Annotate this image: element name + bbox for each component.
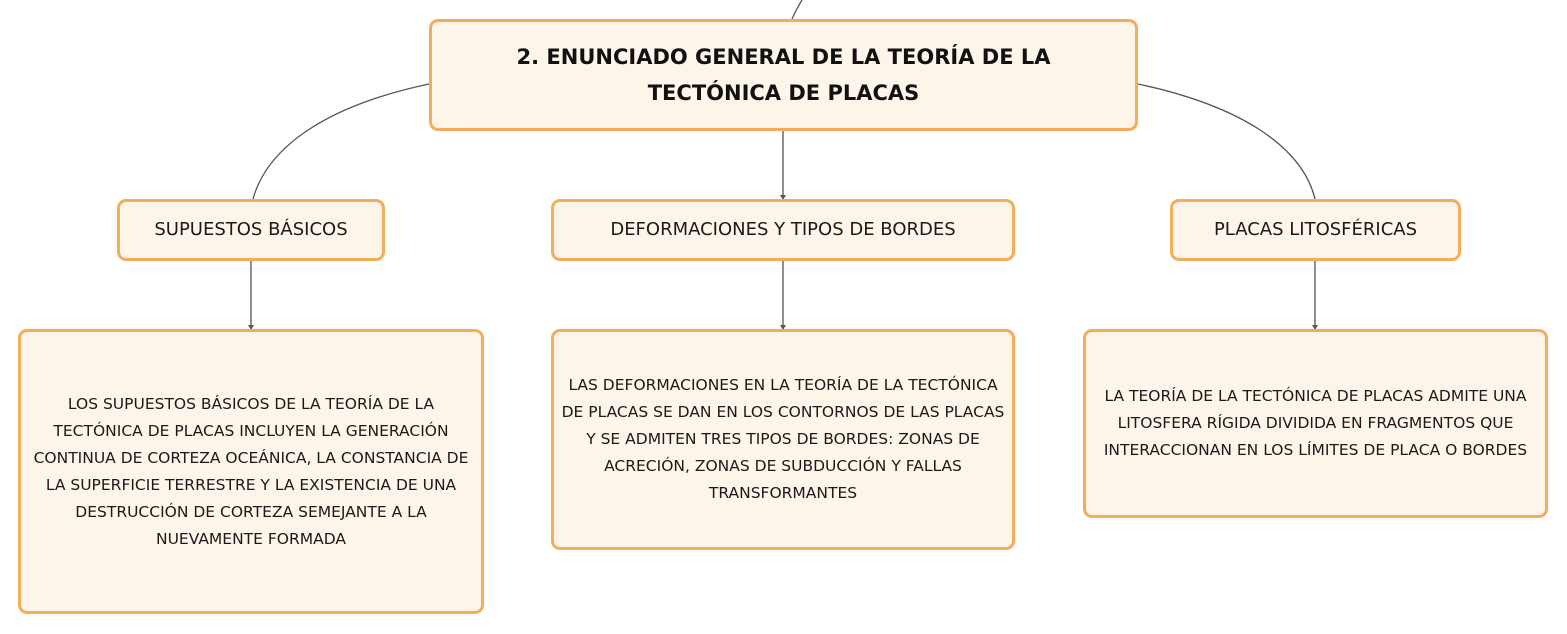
branch-label: SUPUESTOS BÁSICOS <box>154 219 348 240</box>
detail-node-supuestos-basicos[interactable] <box>18 329 484 614</box>
branch-node-placas-litosfericas[interactable] <box>1170 199 1461 261</box>
branch-label: PLACAS LITOSFÉRICAS <box>1213 219 1418 240</box>
connector-main-to-supuestos <box>253 84 429 199</box>
branch-label: DEFORMACIONES Y TIPOS DE BORDES <box>610 219 956 240</box>
main-topic-title: 2. ENUNCIADO GENERAL DE LA TEORÍA DE LA TECTÓNICA DE PLACAS <box>516 45 1051 105</box>
main-topic-node[interactable] <box>429 19 1138 131</box>
branch-node-supuestos-basicos[interactable] <box>117 199 385 261</box>
parent-connector <box>792 0 802 19</box>
connector-main-to-placas <box>1138 84 1315 199</box>
detail-text: LOS SUPUESTOS BÁSICOS DE LA TEORÍA DE LA TECTÓNICA DE PLACAS INCLUYEN LA GENERACIÓN CONTINUA DE CORTEZA OCEÁNICA, LA CONSTANCIA DE LA SUPERFICIE TERRESTRE Y LA EXISTENCIA DE UNA DESTRUCCIÓN DE CORTEZA SEMEJANTE A LA NUEVAMENTE FORMADA <box>33 394 469 548</box>
detail-node-deformaciones-tipos-bordes[interactable] <box>551 329 1015 550</box>
detail-node-placas-litosfericas[interactable] <box>1083 329 1548 518</box>
detail-text: LAS DEFORMACIONES EN LA TEORÍA DE LA TECTÓNICA DE PLACAS SE DAN EN LOS CONTORNOS DE LAS PLACAS Y SE ADMITEN TRES TIPOS DE BORDES: ZONAS DE ACRECIÓN, ZONAS DE SUBDUCCIÓN Y FALLAS TRANSFORMANTES <box>561 376 1005 502</box>
detail-text: LA TEORÍA DE LA TECTÓNICA DE PLACAS ADMITE UNA LITOSFERA RÍGIDA DIVIDIDA EN FRAGMENTOS QUE INTERACCIONAN EN LOS LÍMITES DE PLACA O BORDES <box>1103 387 1528 459</box>
branch-node-deformaciones-tipos-bordes[interactable] <box>551 199 1015 261</box>
